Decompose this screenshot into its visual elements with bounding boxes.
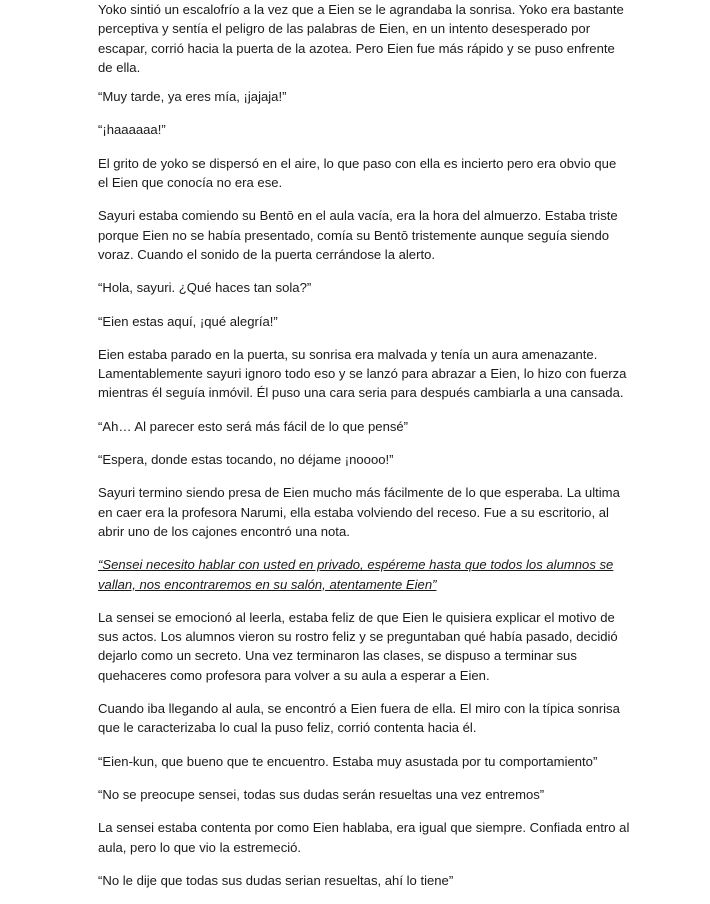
paragraph-3: “¡haaaaaa!”	[98, 122, 166, 138]
paragraph-10: “Espera, donde estas tocando, no déjame ¡noooo!”	[98, 452, 394, 468]
paragraph-18: “No le dije que todas sus dudas serian resueltas, ahí lo tiene”	[98, 872, 454, 888]
paragraph-6: “Hola, sayuri. ¿Qué haces tan sola?”	[98, 280, 312, 296]
paragraph-17: La sensei estaba contenta por como Eien hablaba, era igual que siempre. Confiada entro al aula, pero lo que vio la estremeció.	[98, 820, 630, 855]
paragraph-8: Eien estaba parado en la puerta, su sonrisa era malvada y tenía un aura amenazante. Lamentablemente sayuri ignoro todo eso y se lanzó para abrazar a Eien, lo hizo con fuerza mientras él seguía inmóvil. Él puso una cara seria para después cambiarla a una cansada.	[98, 346, 627, 401]
paragraph-9: “Ah… Al parecer esto será más fácil de lo que pensé”	[98, 418, 409, 434]
paragraph-7: “Eien estas aquí, ¡qué alegría!”	[98, 313, 278, 329]
paragraph-16: “No se preocupe sensei, todas sus dudas serán resueltas una vez entremos”	[98, 786, 545, 802]
note-paragraph: “Sensei necesito hablar con usted en privado, espéreme hasta que todos los alumnos se vallan, nos encontraremos en su salón, atentamente Eien”	[98, 557, 614, 592]
paragraph-1: Yoko sintió un escalofrío a la vez que a Eien se le agrandaba la sonrisa. Yoko era bastante perceptiva y sentía el peligro de las palabras de Eien, en un intento desesperado por escapar, corrió hacia la puerta de la azotea. Pero Eien fue más rápido y se puso enfrente de ella.	[98, 2, 624, 75]
paragraph-4: El grito de yoko se dispersó en el aire, lo que paso con ella es incierto pero era obvio que el Eien que conocía no era ese.	[98, 155, 617, 191]
document-page	[98, 0, 630, 904]
paragraph-15: “Eien-kun, que bueno que te encuentro. Estaba muy asustada por tu comportamiento”	[98, 753, 598, 769]
paragraph-11: Sayuri termino siendo presa de Eien mucho más fácilmente de lo que esperaba. La ultima en caer era la profesora Narumi, ella estaba volviendo del receso. Fue a su escritorio, al abrir uno de los cajones encontró una nota.	[98, 485, 620, 539]
paragraph-13: La sensei se emocionó al leerla, estaba feliz de que Eien le quisiera explicar el motivo de sus actos. Los alumnos vieron su rostro feliz y se preguntaban qué había pasado, decidió dejarlo como un secreto. Una vez terminaron las clases, se dispuso a terminar sus quehaceres como profesora para volver a su aula a esperar a Eien.	[98, 609, 618, 683]
paragraph-5: Sayuri estaba comiendo su Bentō en el aula vacía, era la hora del almuerzo. Estaba triste porque Eien no se había presentado, comía su Bentō tristemente aunque seguía siendo voraz. Cuando el sonido de la puerta cerrándose la alerto.	[98, 208, 618, 262]
paragraph-2: “Muy tarde, ya eres mía, ¡jajaja!”	[98, 89, 287, 105]
paragraph-14: Cuando iba llegando al aula, se encontró a Eien fuera de ella. El miro con la típica sonrisa que le caracterizaba lo cual la puso feliz, corrió contenta hacia él.	[98, 701, 620, 736]
